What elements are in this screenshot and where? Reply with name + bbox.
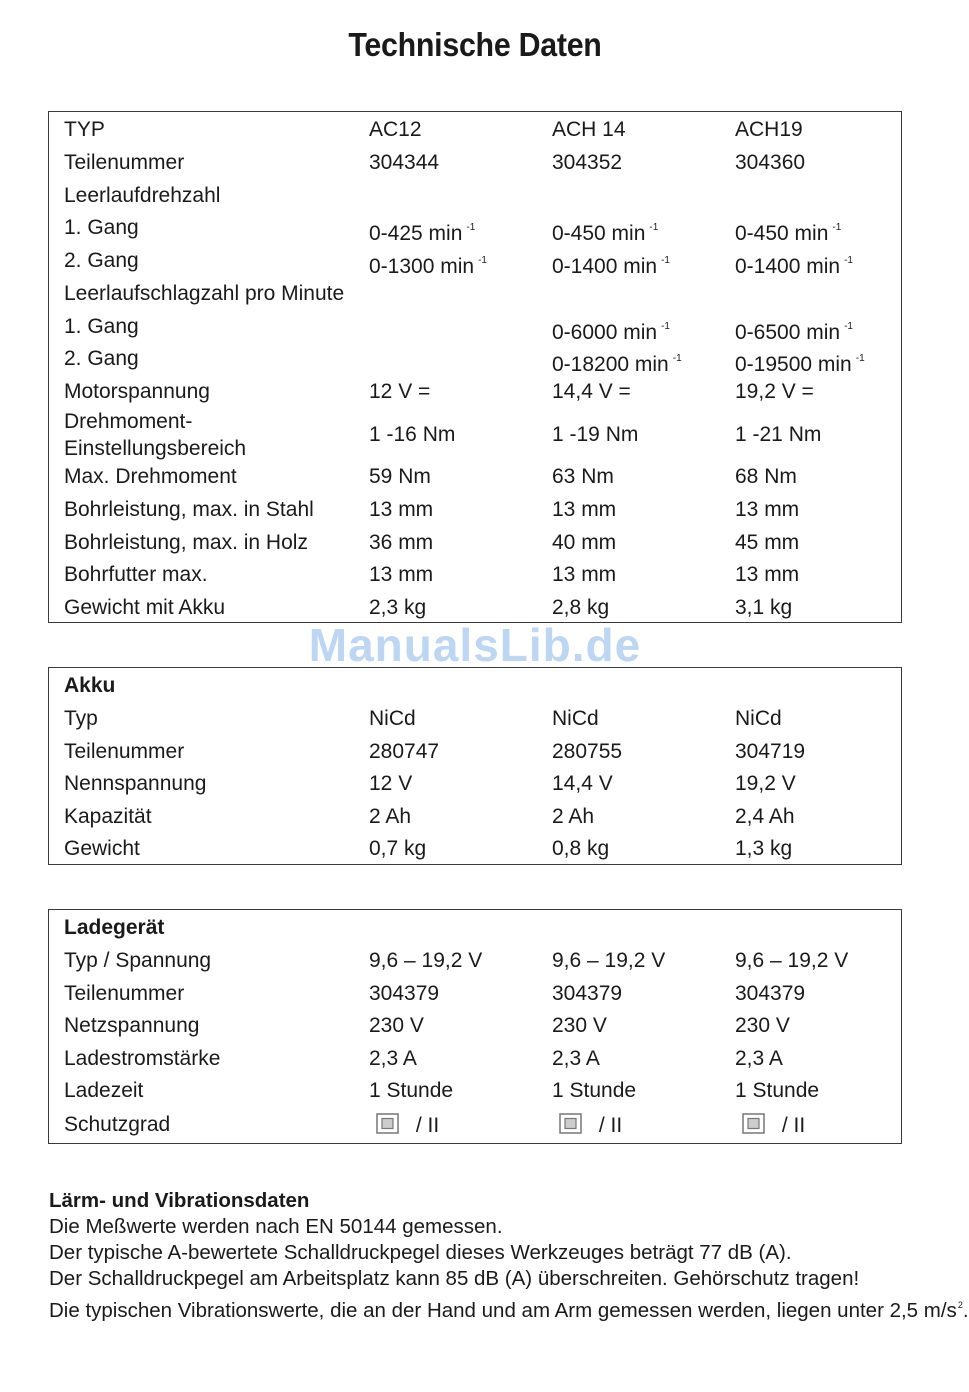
row-value: 14,4 V = <box>552 379 631 403</box>
row-value: 13 mm <box>735 563 800 587</box>
notes-line: Die typischen Vibrationswerte, die an der Hand und am Arm gemessen werden, liegen unter 2,5 $m/s^2$. <box>49 1299 969 1322</box>
model-name: ACH 14 <box>552 118 626 141</box>
row-label: Teilenummer <box>64 151 185 174</box>
row-value: 40 mm <box>552 530 617 554</box>
row-value: 13 mm <box>552 498 617 521</box>
row-value: 2,3 A <box>735 1046 783 1070</box>
row-value: 0-425 min $^{-1}$ <box>369 222 476 246</box>
row-label: 1. Gang <box>64 216 139 240</box>
row-label: Drehmoment- <box>64 409 193 433</box>
row-value: 280747 <box>369 739 440 763</box>
row-label: Teilenummer <box>64 981 185 1005</box>
row-value: 9,6 – 19,2 V <box>735 949 849 972</box>
row-label: Kapazität <box>64 804 152 828</box>
notes-heading: Lärm- und Vibrationsdaten <box>49 1189 310 1212</box>
akku-heading: Akku <box>64 674 116 697</box>
row-value: 3,1 kg <box>735 596 793 620</box>
row-value: 1 -21 Nm <box>735 422 822 446</box>
row-value: 0-19500 min $^{-1}$ <box>735 353 865 377</box>
row-value: 304379 <box>552 981 623 1005</box>
row-value: 0,8 kg <box>552 837 610 861</box>
row-label: Ladestromstärke <box>64 1046 221 1070</box>
row-value: 2 Ah <box>552 804 595 828</box>
row-label: Typ / Spannung <box>64 949 212 972</box>
row-value: 0-450 min $^{-1}$ <box>552 222 659 246</box>
row-value: 0-1300 min $^{-1}$ <box>369 255 487 279</box>
row-value: 19,2 V <box>735 772 796 796</box>
row-value: 12 V = <box>369 379 431 403</box>
row-value: 304719 <box>735 739 806 763</box>
watermark: ManualsLib.de <box>308 619 642 671</box>
row-value: 1 Stunde <box>735 1079 820 1103</box>
row-value: 1 -19 Nm <box>552 422 639 446</box>
notes-line: Die Meßwerte werden nach EN 50144 gemessen. <box>49 1215 503 1238</box>
row-value: 13 mm <box>369 563 434 587</box>
row-value: 36 mm <box>369 530 434 554</box>
row-label: Typ <box>64 707 98 730</box>
row-label-continued: Einstellungsbereich <box>64 436 247 460</box>
page-title: Technische Daten <box>348 26 602 63</box>
row-label: Gewicht mit Akku <box>64 596 226 620</box>
protection-class-ii-icon <box>559 1113 583 1135</box>
row-value: 9,6 – 19,2 V <box>552 949 666 972</box>
row-value: 1 Stunde <box>552 1079 637 1103</box>
row-label: Motorspannung <box>64 379 210 403</box>
noise-vibration-notes <box>49 1188 969 1324</box>
charger-table <box>48 909 902 1144</box>
spec-header-label: TYP <box>64 118 105 141</box>
row-value: 304379 <box>369 981 440 1005</box>
row-label: Bohrleistung, max. in Stahl <box>64 498 314 521</box>
notes-line: Der Schalldruckpegel am Arbeitsplatz kann 85 dB (A) überschreiten. Gehörschutz tragen! <box>49 1267 860 1290</box>
row-value: 2,3 kg <box>369 596 427 620</box>
row-label: Bohrleistung, max. in Holz <box>64 530 308 554</box>
row-label: 1. Gang <box>64 314 139 338</box>
row-value: 304344 <box>369 151 440 174</box>
model-name: ACH19 <box>735 118 803 141</box>
row-value: 9,6 – 19,2 V <box>369 949 483 972</box>
row-value: 2,3 A <box>369 1046 417 1070</box>
row-value: 45 mm <box>735 530 800 554</box>
row-value: 14,4 V <box>552 772 613 796</box>
protection-class-ii-icon <box>742 1113 766 1135</box>
protection-value: / II <box>559 1113 622 1138</box>
row-label: Bohrfutter max. <box>64 563 208 587</box>
row-value: 0-6000 min $^{-1}$ <box>552 320 670 344</box>
row-value: 19,2 V = <box>735 379 814 403</box>
row-value: 0,7 kg <box>369 837 427 861</box>
row-value: NiCd <box>552 707 599 730</box>
row-value: 2,8 kg <box>552 596 610 620</box>
protection-label: Schutzgrad <box>64 1113 171 1136</box>
row-value: 2,3 A <box>552 1046 600 1070</box>
row-value: 0-1400 min $^{-1}$ <box>552 255 670 279</box>
row-value: 304379 <box>735 981 806 1005</box>
row-value: 63 Nm <box>552 465 614 489</box>
protection-value: / II <box>376 1113 439 1138</box>
row-value: 280755 <box>552 739 623 763</box>
row-value: 68 Nm <box>735 465 797 489</box>
row-value: 2,4 Ah <box>735 804 795 828</box>
row-value: 59 Nm <box>369 465 431 489</box>
model-name: AC12 <box>369 118 422 141</box>
row-value: NiCd <box>369 707 416 730</box>
row-label: Ladezeit <box>64 1079 144 1103</box>
row-label: 2. Gang <box>64 249 139 273</box>
row-value: 230 V <box>735 1014 790 1038</box>
row-value: 304352 <box>552 151 623 174</box>
row-value: 230 V <box>552 1014 607 1038</box>
row-label: Teilenummer <box>64 739 185 763</box>
row-label: Nennspannung <box>64 772 207 796</box>
row-label: Gewicht <box>64 837 140 861</box>
row-label: Leerlaufschlagzahl pro Minute <box>64 281 345 305</box>
protection-class-ii-icon <box>376 1113 400 1135</box>
row-value: 13 mm <box>552 563 617 587</box>
row-value: 0-6500 min $^{-1}$ <box>735 320 853 344</box>
row-value: 230 V <box>369 1014 424 1038</box>
row-value: 1 -16 Nm <box>369 422 456 446</box>
row-label: 2. Gang <box>64 347 139 371</box>
row-value: 0-18200 min $^{-1}$ <box>552 353 682 377</box>
spec-table <box>48 111 902 623</box>
notes-line: Der typische A-bewertete Schalldruckpegel dieses Werkzeuges beträgt 77 dB (A). <box>49 1241 792 1264</box>
row-value: 1,3 kg <box>735 837 793 861</box>
akku-table <box>48 667 902 865</box>
row-value: 2 Ah <box>369 804 412 828</box>
row-label: Max. Drehmoment <box>64 465 237 489</box>
row-value: 13 mm <box>735 498 800 521</box>
row-value: 0-450 min $^{-1}$ <box>735 222 842 246</box>
row-value: 1 Stunde <box>369 1079 454 1103</box>
row-value: 304360 <box>735 151 806 174</box>
row-label: Leerlaufdrehzahl <box>64 183 221 207</box>
row-value: 0-1400 min $^{-1}$ <box>735 255 853 279</box>
row-value: 12 V <box>369 772 413 796</box>
row-value: 13 mm <box>369 498 434 521</box>
row-label: Netzspannung <box>64 1014 200 1038</box>
row-value: NiCd <box>735 707 782 730</box>
protection-value: / II <box>742 1113 805 1138</box>
charger-heading: Ladegerät <box>64 916 165 939</box>
